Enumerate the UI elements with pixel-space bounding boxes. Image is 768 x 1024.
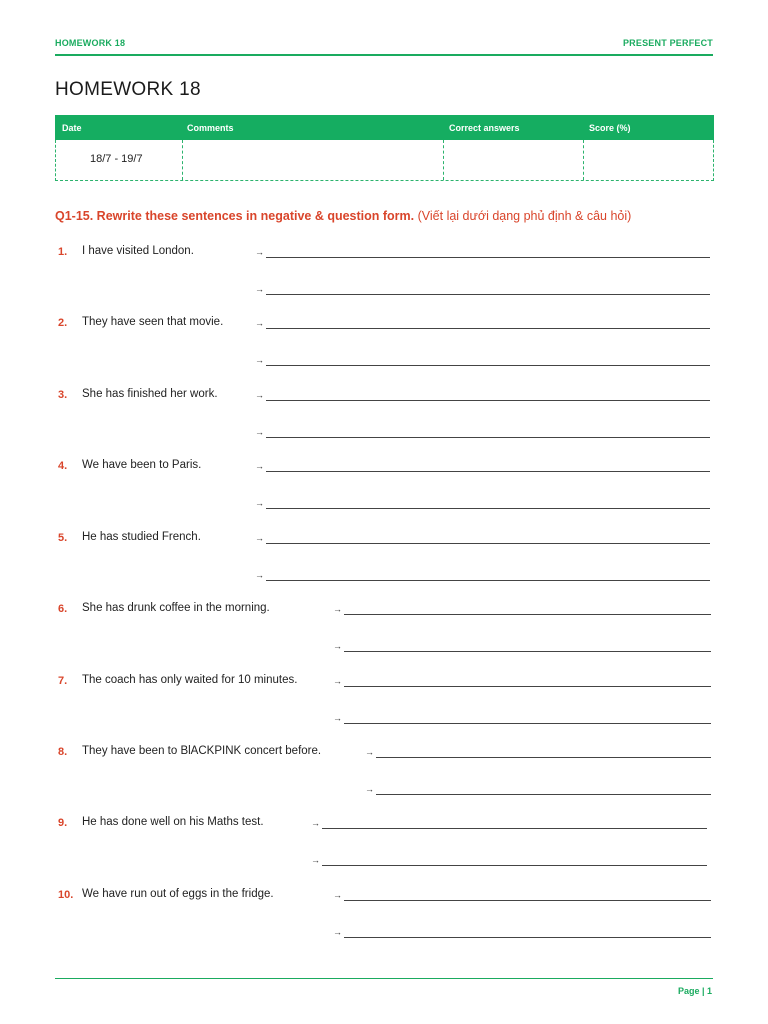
negative-answer-line[interactable] — [376, 757, 711, 758]
question-number: 2. — [58, 317, 68, 329]
arrow-icon: → — [365, 747, 374, 757]
arrow-icon: → — [255, 390, 264, 400]
question-sentence: We have run out of eggs in the fridge. — [82, 888, 274, 900]
instruction — [55, 209, 631, 223]
instruction-bold: Q1-15. Rewrite these sentences in negative & question form. — [55, 209, 415, 223]
arrow-icon: → — [333, 641, 342, 651]
question-sentence: The coach has only waited for 10 minutes. — [82, 674, 298, 686]
question-answer-line[interactable] — [266, 294, 710, 295]
arrow-icon: → — [255, 570, 264, 580]
negative-answer-line[interactable] — [266, 257, 710, 258]
column-header-date: Date — [62, 123, 82, 133]
column-header-score: Score (%) — [589, 123, 631, 133]
table-row — [55, 140, 714, 181]
question-number: 8. — [58, 746, 68, 758]
column-header-correct-answers: Correct answers — [449, 123, 520, 133]
comments-cell[interactable] — [182, 140, 183, 180]
question-sentence: They have seen that movie. — [82, 316, 224, 328]
arrow-icon: → — [255, 533, 264, 543]
negative-answer-line[interactable] — [266, 400, 710, 401]
negative-answer-line[interactable] — [344, 686, 711, 687]
page-header — [55, 36, 713, 56]
column-header-comments: Comments — [187, 123, 234, 133]
arrow-icon: → — [255, 247, 264, 257]
question-sentence: He has done well on his Maths test. — [82, 816, 264, 828]
question-number: 1. — [58, 246, 68, 258]
question-number: 7. — [58, 675, 68, 687]
negative-answer-line[interactable] — [344, 614, 711, 615]
question-number: 5. — [58, 532, 68, 544]
arrow-icon: → — [333, 676, 342, 686]
question-number: 6. — [58, 603, 68, 615]
question-answer-line[interactable] — [266, 365, 710, 366]
question-answer-line[interactable] — [322, 865, 707, 866]
arrow-icon: → — [255, 355, 264, 365]
arrow-icon: → — [255, 461, 264, 471]
negative-answer-line[interactable] — [266, 471, 710, 472]
question-answer-line[interactable] — [344, 651, 711, 652]
page-title: HOMEWORK 18 — [55, 79, 201, 100]
question-answer-line[interactable] — [266, 508, 710, 509]
question-number: 10. — [58, 889, 74, 901]
header-topic-label: PRESENT PERFECT — [622, 38, 713, 48]
question-sentence: I have visited London. — [82, 245, 194, 257]
header-homework-label: HOMEWORK 18 — [55, 38, 126, 48]
arrow-icon: → — [255, 284, 264, 294]
correct-answers-cell[interactable] — [443, 140, 444, 180]
arrow-icon: → — [333, 927, 342, 937]
arrow-icon: → — [365, 784, 374, 794]
footer-divider — [55, 978, 713, 979]
question-sentence: We have been to Paris. — [82, 459, 202, 471]
question-number: 9. — [58, 817, 68, 829]
question-answer-line[interactable] — [344, 937, 711, 938]
arrow-icon: → — [311, 855, 320, 865]
question-sentence: They have been to BlACKPINK concert before. — [82, 745, 322, 757]
question-answer-line[interactable] — [266, 437, 710, 438]
arrow-icon: → — [333, 890, 342, 900]
date-cell: 18/7 - 19/7 — [90, 153, 143, 165]
table-header-row — [55, 115, 714, 140]
info-table — [55, 115, 714, 181]
arrow-icon: → — [255, 498, 264, 508]
arrow-icon: → — [255, 427, 264, 437]
question-sentence: She has finished her work. — [82, 388, 218, 400]
negative-answer-line[interactable] — [344, 900, 711, 901]
question-sentence: He has studied French. — [82, 531, 201, 543]
question-answer-line[interactable] — [344, 723, 711, 724]
negative-answer-line[interactable] — [266, 328, 710, 329]
question-answer-line[interactable] — [266, 580, 710, 581]
question-number: 3. — [58, 389, 68, 401]
arrow-icon: → — [333, 713, 342, 723]
question-sentence: She has drunk coffee in the morning. — [82, 602, 270, 614]
arrow-icon: → — [333, 604, 342, 614]
negative-answer-line[interactable] — [266, 543, 710, 544]
page-number: Page | 1 — [677, 986, 712, 996]
arrow-icon: → — [255, 318, 264, 328]
score-cell[interactable] — [583, 140, 584, 180]
negative-answer-line[interactable] — [322, 828, 707, 829]
question-number: 4. — [58, 460, 68, 472]
instruction-translation: (Viết lại dưới dạng phủ định & câu hỏi) — [417, 209, 632, 223]
question-answer-line[interactable] — [376, 794, 711, 795]
arrow-icon: → — [311, 818, 320, 828]
